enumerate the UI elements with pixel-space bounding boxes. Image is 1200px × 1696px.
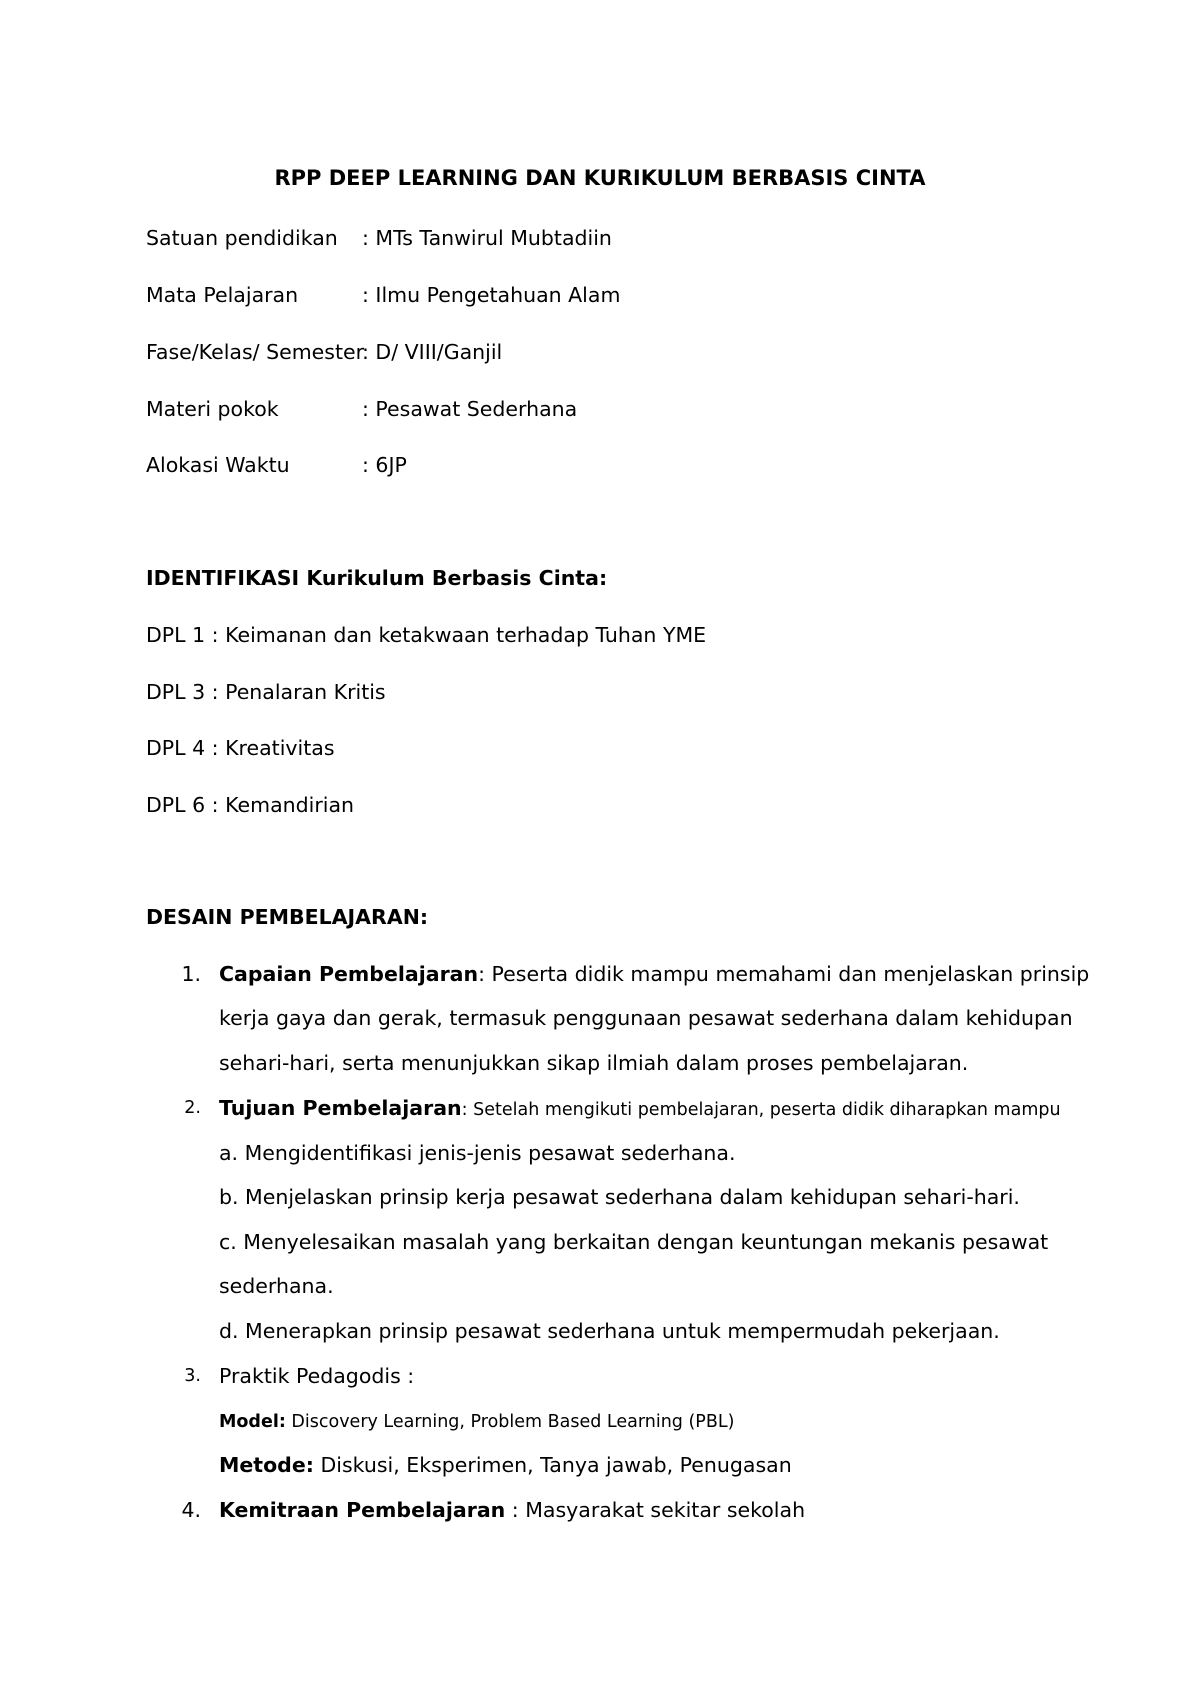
metode-line <box>219 1452 792 1478</box>
identity-label-mapel: Mata Pelajaran <box>146 283 299 307</box>
list-number-3: 3. <box>184 1366 201 1386</box>
tujuan-line <box>219 1095 1061 1123</box>
tujuan-subitem-c-cont: sederhana. <box>219 1274 334 1298</box>
metode-label: Metode: <box>219 1453 314 1477</box>
identity-value-materi: : Pesawat Sederhana <box>362 397 578 421</box>
identifikasi-heading: IDENTIFIKASI Kurikulum Berbasis Cinta: <box>146 566 608 590</box>
tujuan-subitem-a: a. Mengidentifikasi jenis-jenis pesawat sederhana. <box>219 1141 736 1165</box>
list-number-1: 1. <box>181 962 201 986</box>
kemitraan-line <box>219 1497 805 1523</box>
metode-value: Diskusi, Eksperimen, Tanya jawab, Penugasan <box>313 1453 792 1477</box>
identity-value-mapel: : Ilmu Pengetahuan Alam <box>362 283 621 307</box>
identity-value-fase: : D/ VIII/Ganjil <box>362 340 503 364</box>
dpl-item: DPL 4 : Kreativitas <box>146 736 335 760</box>
capaian-text: : Peserta didik mampu memahami dan menjelaskan prinsip <box>478 962 1090 986</box>
tujuan-intro: : Setelah mengikuti pembelajaran, peserta didik diharapkan mampu <box>461 1100 1061 1120</box>
capaian-line-3: sehari-hari, serta menunjukkan sikap ilmiah dalam proses pembelajaran. <box>219 1051 969 1075</box>
tujuan-label: Tujuan Pembelajaran <box>219 1096 462 1120</box>
capaian-label: Capaian Pembelajaran <box>219 962 479 986</box>
identity-label-alokasi: Alokasi Waktu <box>146 453 290 477</box>
kemitraan-label: Kemitraan Pembelajaran <box>219 1498 506 1522</box>
dpl-item: DPL 6 : Kemandirian <box>146 793 355 817</box>
model-line <box>219 1407 734 1435</box>
model-value: Discovery Learning, Problem Based Learning (PBL) <box>285 1412 735 1432</box>
capaian-line-2: kerja gaya dan gerak, termasuk penggunaan pesawat sederhana dalam kehidupan <box>219 1006 1073 1030</box>
list-number-4: 4. <box>181 1498 201 1522</box>
list-number-2: 2. <box>184 1098 201 1118</box>
tujuan-subitem-d: d. Menerapkan prinsip pesawat sederhana untuk mempermudah pekerjaan. <box>219 1319 1000 1343</box>
dpl-item: DPL 1 : Keimanan dan ketakwaan terhadap Tuhan YME <box>146 623 707 647</box>
tujuan-subitem-b: b. Menjelaskan prinsip kerja pesawat sederhana dalam kehidupan sehari-hari. <box>219 1185 1020 1209</box>
document-title: RPP DEEP LEARNING DAN KURIKULUM BERBASIS CINTA <box>274 166 926 190</box>
identity-label-fase: Fase/Kelas/ Semester <box>146 340 365 364</box>
tujuan-subitem-c: c. Menyelesaikan masalah yang berkaitan dengan keuntungan mekanis pesawat <box>219 1230 1049 1254</box>
dpl-item: DPL 3 : Penalaran Kritis <box>146 680 386 704</box>
identity-value-alokasi: : 6JP <box>362 453 407 477</box>
praktik-label: Praktik Pedagodis : <box>219 1364 415 1388</box>
identity-value-satuan: : MTs Tanwirul Mubtadiin <box>362 226 612 250</box>
kemitraan-value: : Masyarakat sekitar sekolah <box>505 1498 806 1522</box>
identity-label-materi: Materi pokok <box>146 397 279 421</box>
model-label: Model: <box>219 1412 286 1432</box>
desain-heading: DESAIN PEMBELAJARAN: <box>146 905 429 929</box>
capaian-line-1 <box>219 961 1089 987</box>
identity-label-satuan: Satuan pendidikan <box>146 226 338 250</box>
